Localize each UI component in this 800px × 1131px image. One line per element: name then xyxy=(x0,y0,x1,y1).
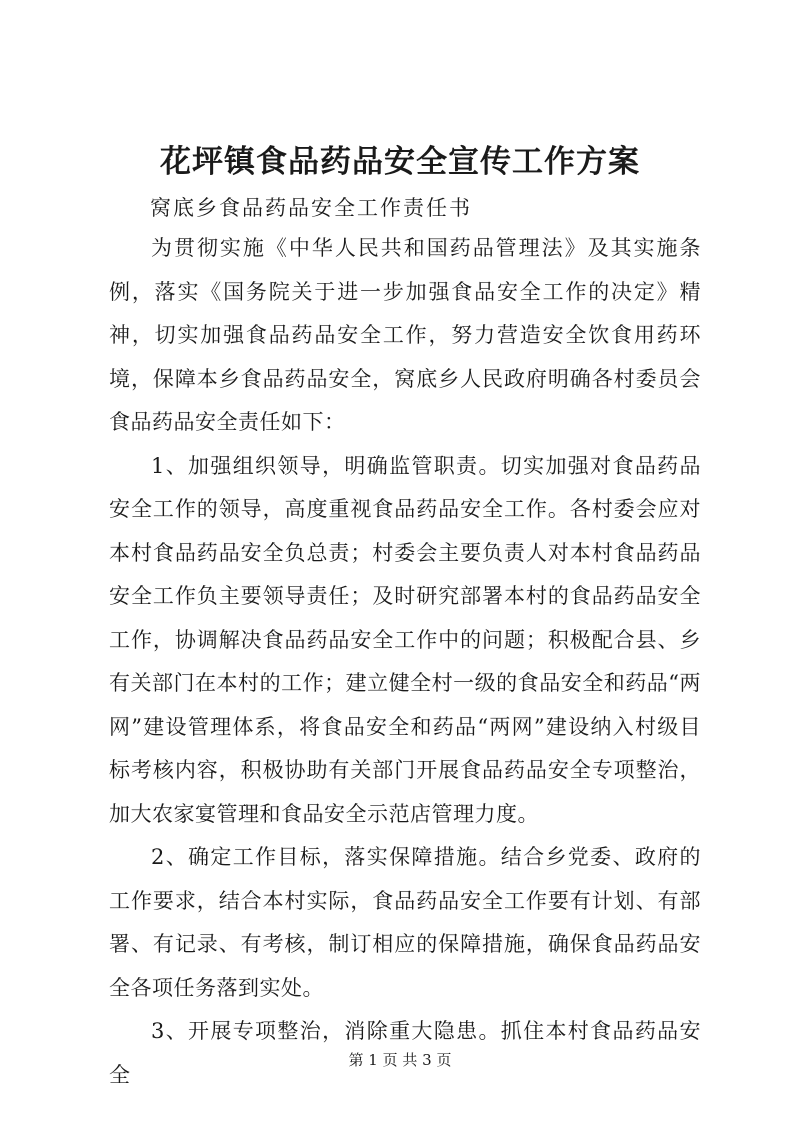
document-title: 花坪镇食品药品安全宣传工作方案 xyxy=(160,144,640,180)
paragraph-item-1: 1、加强组织领导，明确监管职责。切实加强对食品药品安全工作的领导，高度重视食品药品安全工作。各村委会应对本村食品药品安全负总责；村委会主要负责人对本村食品药品安全工作负主要领导责任；及时研究部署本村的食品药品安全工作，协调解决食品药品安全工作中的问题；积极配合县、乡有关部门在本村的工作；建立健全村一级的食品安全和药品“两网”建设管理体系，将食品安全和药品“两网”建设纳入村级目标考核内容，积极协助有关部门开展食品药品安全专项整治，加大农家宴管理和食品安全示范店管理力度。 xyxy=(109,453,701,826)
document-subtitle: 窝底乡食品药品安全工作责任书 xyxy=(150,196,472,220)
document-body xyxy=(109,227,701,1097)
page-number-footer: 第 1 页 共 3 页 xyxy=(348,1051,452,1069)
paragraph-item-3: 3、开展专项整治，消除重大隐患。抓住本村食品药品安全 xyxy=(109,1019,701,1087)
paragraph-intro: 为贯彻实施《中华人民共和国药品管理法》及其实施条例，落实《国务院关于进一步加强食品安全工作的决定》精神，切实加强食品药品安全工作，努力营造安全饮食用药环境，保障本乡食品药品安全，窝底乡人民政府明确各村委员会食品药品安全责任如下： xyxy=(109,236,701,434)
paragraph-item-2: 2、确定工作目标，落实保障措施。结合乡党委、政府的工作要求，结合本村实际，食品药品安全工作要有计划、有部署、有记录、有考核，制订相应的保障措施，确保食品药品安全各项任务落到实处。 xyxy=(109,845,701,1000)
